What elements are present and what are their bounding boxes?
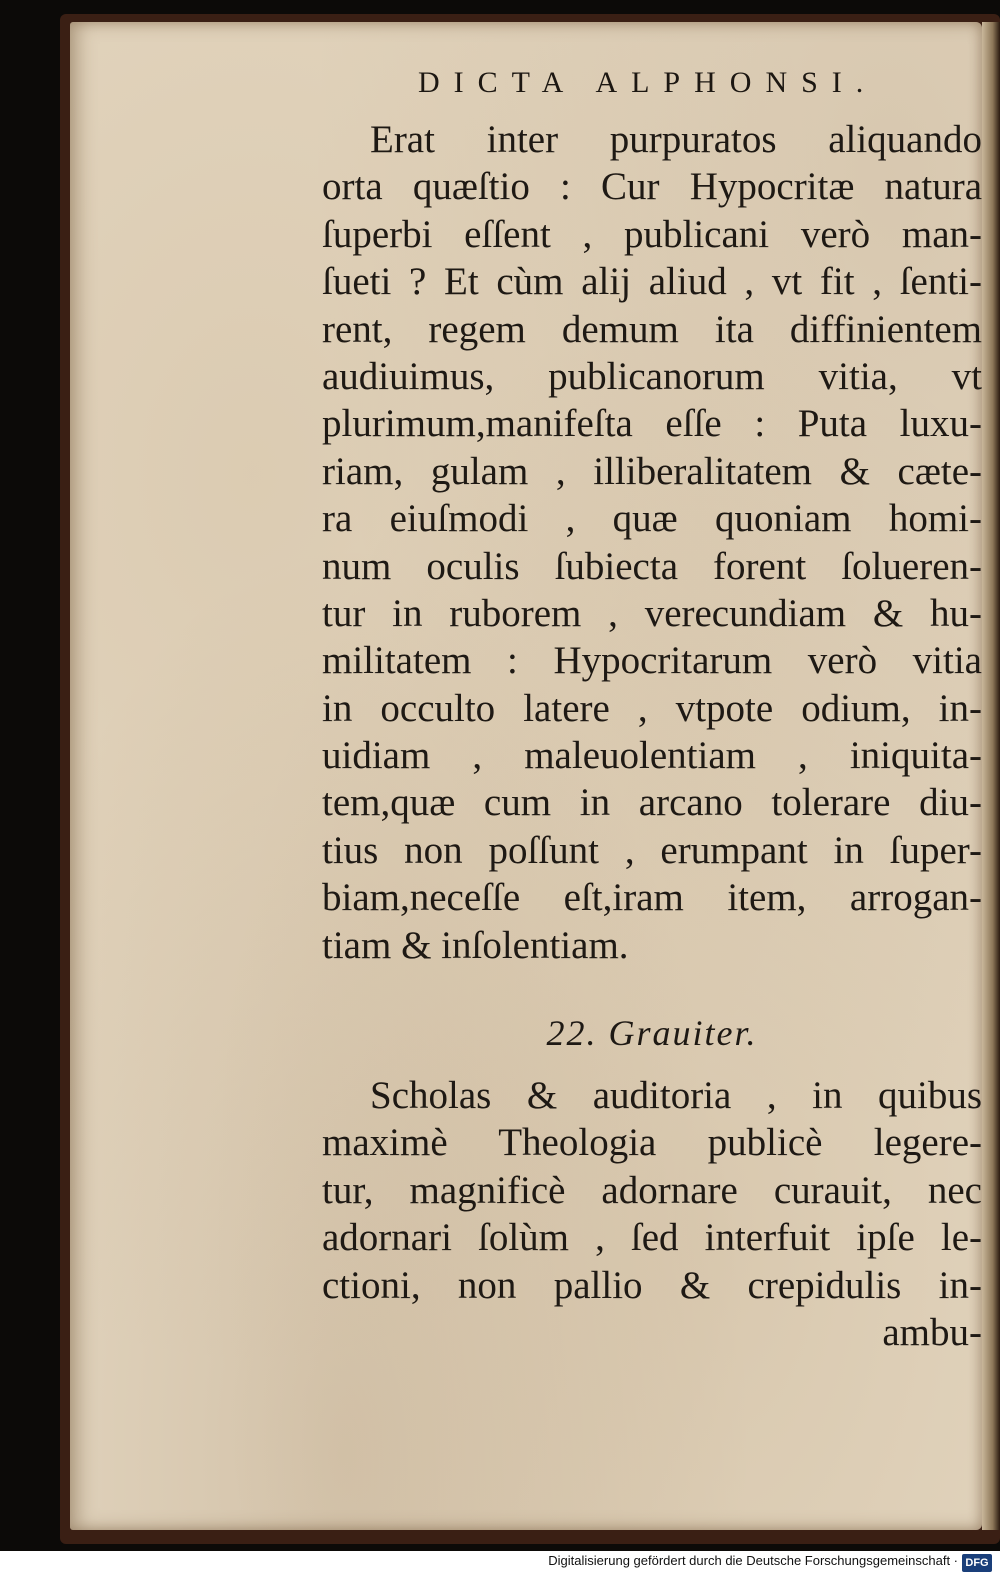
text-line: tur, magnificè adornare curauit, nec: [322, 1168, 982, 1212]
text-line: tem,quæ cum in arcano tolerare diu-: [322, 781, 982, 825]
text-line: tiam & inſolentiam.: [322, 923, 629, 967]
text-line: riam, gulam , illiberalitatem & cæte-: [322, 449, 982, 493]
running-head: DICTA ALPHONSI.: [418, 66, 878, 99]
paragraph-1: [322, 116, 982, 969]
text-line: ſueti ? Et cùm alij aliud , vt fit , ſenti-: [322, 260, 982, 304]
paragraph-2: [322, 1072, 982, 1356]
section-heading: 22. Grauiter.: [546, 1013, 758, 1053]
text-line: plurimum,manifeſta eſſe : Puta luxu-: [322, 402, 982, 446]
text-line: ctioni, non pallio & crepidulis in-: [322, 1263, 982, 1307]
text-line: audiuimus, publicanorum vitia, vt: [322, 354, 982, 398]
text-line: tur in ruborem , verecundiam & hu-: [322, 591, 982, 635]
dfg-logo: DFG: [962, 1554, 992, 1572]
text-line: tius non poſſunt , erumpant in ſuper-: [322, 828, 982, 872]
text-line: biam,neceſſe eſt,iram item, arrogan-: [322, 876, 982, 920]
text-line: militatem : Hypocritarum verò vitia: [322, 639, 982, 683]
text-line: ra eiuſmodi , quæ quoniam homi-: [322, 497, 982, 541]
text-line: Erat inter purpuratos aliquando: [370, 118, 982, 161]
text-line: ſuperbi eſſent , publicani verò man-: [322, 212, 982, 256]
text-line: rent, regem demum ita diffinientem: [322, 307, 982, 351]
text-line: orta quæſtio : Cur Hypocritæ natura: [322, 165, 982, 209]
text-line: in occulto latere , vtpote odium, in-: [322, 686, 982, 730]
text-line: Scholas & auditoria , in quibus: [370, 1074, 982, 1117]
text-line: uidiam , maleuolentiam , iniquita-: [322, 734, 982, 778]
catchword: ambu-: [882, 1310, 982, 1354]
page-fore-edge: [982, 22, 1000, 1530]
digitization-credit: Digitalisierung gefördert durch die Deutsche Forschungsgemeinschaft ·: [548, 1553, 958, 1568]
text-line: maximè Theologia publicè legere-: [322, 1121, 982, 1165]
text-line: adornari ſolùm , ſed interfuit ipſe le-: [322, 1216, 982, 1260]
text-line: num oculis ſubiecta forent ſolueren-: [322, 544, 982, 588]
